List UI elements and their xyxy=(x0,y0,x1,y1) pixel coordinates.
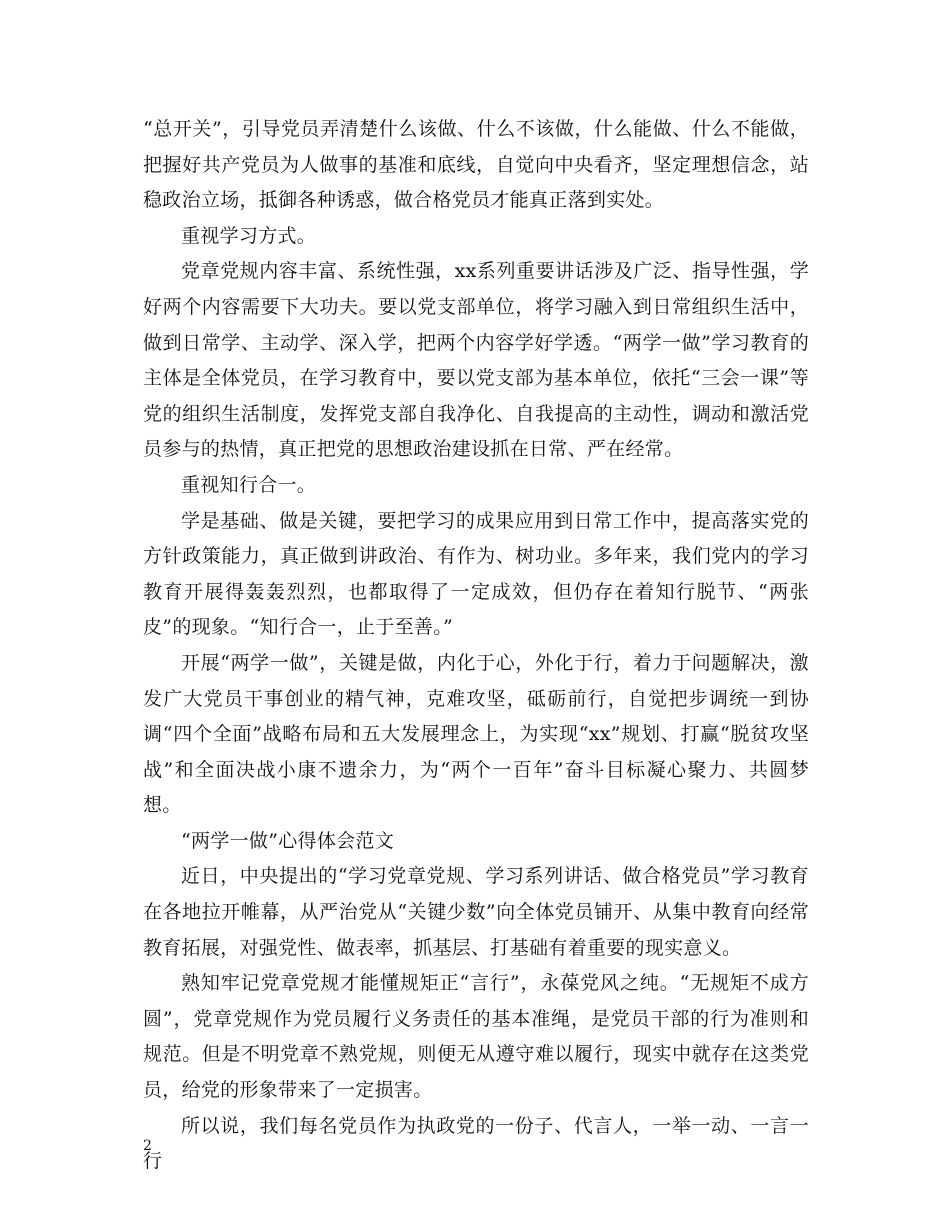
paragraph-7: “两学一做”心得体会范文 xyxy=(181,829,395,852)
paragraph-8: 近日，中央提出的“学习党章党规、学习系列讲话、做合格党员”学习教育在各地拉开帷幕，从严治党从“关键少数”向全体党员铺开、从集中教育向经常教育拓展，对强党性、做表率，抓基层、打基础有着重要的现实意义。 xyxy=(143,865,809,959)
document-body xyxy=(143,112,809,1180)
page-number: 2 xyxy=(143,1138,152,1154)
paragraph-4: 重视知行合一。 xyxy=(181,473,317,496)
paragraph-5: 学是基础、做是关键，要把学习的成果应用到日常工作中，提高落实党的方针政策能力，真正做到讲政治、有作为、树功业。多年来，我们党内的学习教育开展得轰轰烈烈，也都取得了一定成效，但仍存在着知行脱节、“两张皮”的现象。“知行合一，止于至善。” xyxy=(143,509,809,639)
paragraph-3: 党章党规内容丰富、系统性强，xx系列重要讲话涉及广泛、指导性强，学好两个内容需要下大功夫。要以党支部单位，将学习融入到日常组织生活中，做到日常学、主动学、深入学，把两个内容学好学透。“两学一做”学习教育的主体是全体党员，在学习教育中，要以党支部为基本单位，依托“三会一课”等党的组织生活制度，发挥党支部自我净化、自我提高的主动性，调动和激活党员参与的热情，真正把党的思想政治建设抓在日常、严在经常。 xyxy=(143,260,809,461)
paragraph-6: 开展“两学一做”，关键是做，内化于心，外化于行，着力于问题解决，激发广大党员干事创业的精气神，克难攻坚，砥砺前行，自觉把步调统一到协调“四个全面”战略布局和五大发展理念上，为实现“xx”规划、打赢“脱贫攻坚战”和全面决战小康不遗余力，为“两个一百年”奋斗目标凝心聚力、共圆梦想。 xyxy=(143,651,809,817)
paragraph-2: 重视学习方式。 xyxy=(181,224,317,247)
paragraph-1: “总开关”，引导党员弄清楚什么该做、什么不该做，什么能做、什么不能做，把握好共产党员为人做事的基准和底线，自觉向中央看齐，坚定理想信念，站稳政治立场，抵御各种诱惑，做合格党员才能真正落到实处。 xyxy=(143,118,809,212)
paragraph-9: 熟知牢记党章党规才能懂规矩正“言行”，永葆党风之纯。“无规矩不成方圆”，党章党规作为党员履行义务责任的基本准绳，是党员干部的行为准则和规范。但是不明党章不熟党规，则便无从遵守难以履行，现实中就存在这类党员，给党的形象带来了一定损害。 xyxy=(143,972,809,1102)
paragraph-10: 所以说，我们每名党员作为执政党的一份子、代言人，一举一动、一言一行 xyxy=(143,1114,809,1173)
